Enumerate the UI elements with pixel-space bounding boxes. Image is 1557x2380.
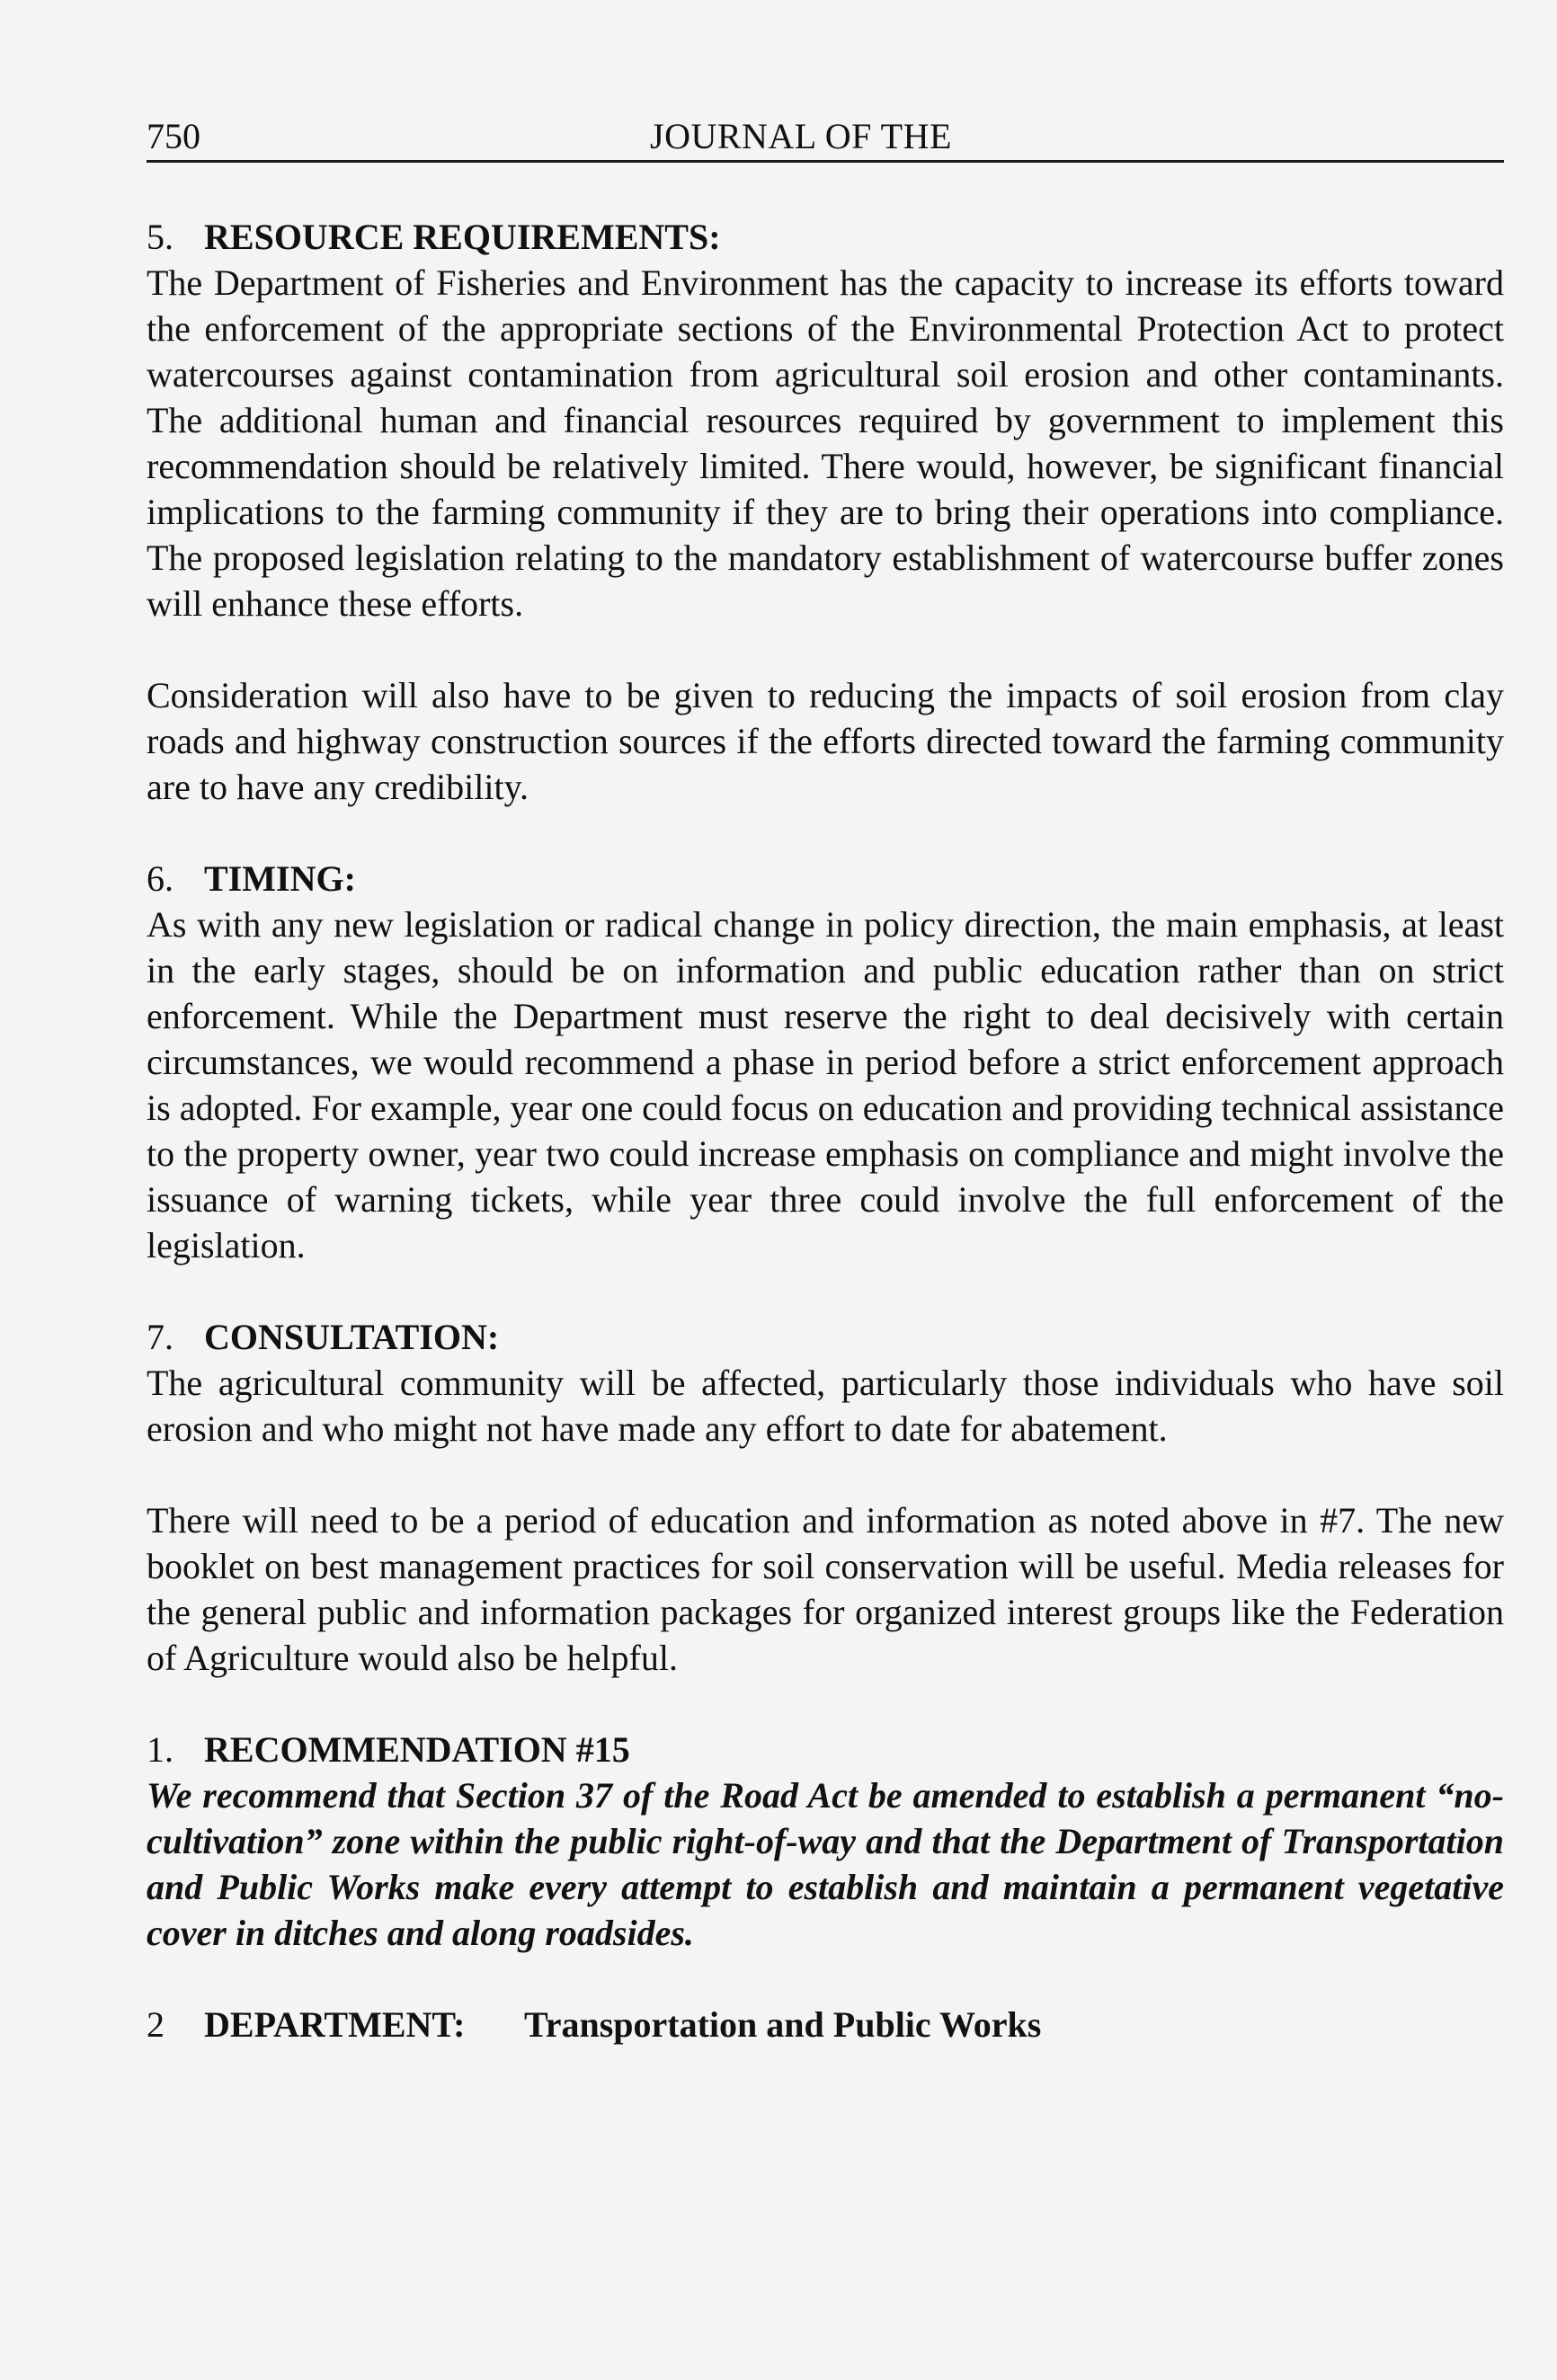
section-title: CONSULTATION:	[204, 1317, 500, 1357]
recommendation-text: We recommend that Section 37 of the Road Act be amended to establish a permanent “no-cultivation” zone within the public right-of-way and that the Department of Transportation and Public Works make every attempt to establish and maintain a permanent vegetative cover in ditches and along roadsides.	[147, 1775, 1504, 1953]
section-heading-timing	[147, 856, 1504, 901]
section-number: 6.	[147, 858, 173, 899]
running-header	[147, 115, 1504, 163]
section-title: TIMING:	[204, 858, 356, 899]
department-line	[147, 2002, 1504, 2047]
paragraph: There will need to be a period of education and information as noted above in #7. The new booklet on best management practices for soil conservation will be useful. Media releases for the general public and information packages for organized interest groups like the Federation of Agriculture would also be helpful.	[147, 1500, 1504, 1678]
section-number: 5.	[147, 217, 173, 257]
section-heading-recommendation	[147, 1727, 1504, 1772]
paragraph: As with any new legislation or radical change in policy direction, the main emphasis, at least in the early stages, should be on information and public education rather than on strict enforcement. While the Department must reserve the right to deal decisively with certain circumstances, we would recommend a phase in period before a strict enforcement approach is adopted. For example, year one could focus on education and providing technical assistance to the property owner, year two could increase emphasis on compliance and might involve the issuance of warning tickets, while year three could involve the full enforcement of the legislation.	[147, 904, 1504, 1265]
section-title: RECOMMENDATION #15	[204, 1729, 630, 1770]
section-number: 7.	[147, 1317, 173, 1357]
page-number: 750	[147, 116, 200, 156]
department-label: DEPARTMENT:	[204, 2004, 466, 2045]
section-number: 1.	[147, 1729, 173, 1770]
section-heading-resource-requirements	[147, 214, 1504, 260]
section-number: 2	[147, 2004, 165, 2045]
paragraph: The agricultural community will be affected, particularly those individuals who have soil erosion and who might not have made any effort to date for abatement.	[147, 1363, 1504, 1449]
department-value: Transportation and Public Works	[524, 2004, 1042, 2045]
section-heading-consultation	[147, 1314, 1504, 1360]
section-title: RESOURCE REQUIREMENTS:	[204, 217, 721, 257]
page-body	[147, 214, 1504, 2047]
journal-title: JOURNAL OF THE	[650, 116, 952, 156]
paragraph: Consideration will also have to be given to reducing the impacts of soil erosion from clay roads and highway construction sources if the efforts directed toward the farming community are to have any credibility.	[147, 675, 1504, 807]
paragraph: The Department of Fisheries and Environment has the capacity to increase its efforts toward the enforcement of the appropriate sections of the Environmental Protection Act to protect watercourses against contamination from agricultural soil erosion and other contaminants. The additional human and financial resources required by government to implement this recommendation should be relatively limited. There would, however, be significant financial implications to the farming community if they are to bring their operations into compliance. The proposed legislation relating to the mandatory establishment of watercourse buffer zones will enhance these efforts.	[147, 262, 1504, 624]
